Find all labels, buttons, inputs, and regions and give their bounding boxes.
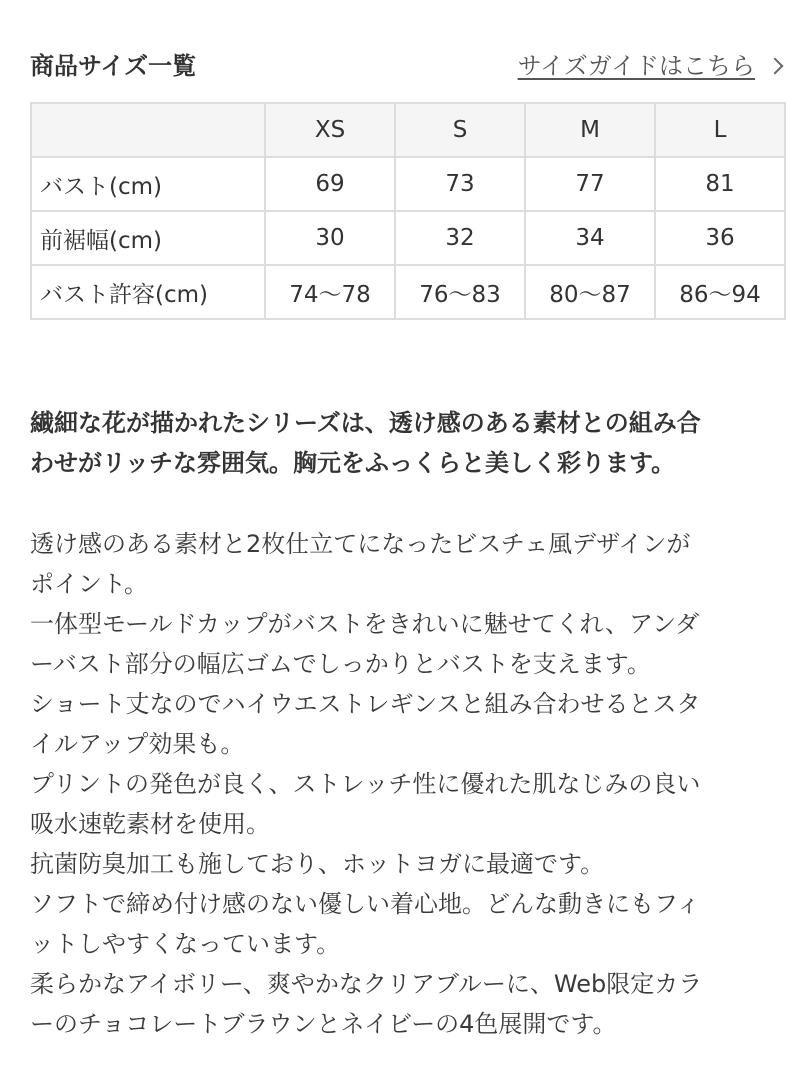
chevron-right-icon (767, 58, 784, 75)
table-header-cell: M (525, 103, 655, 157)
table-cell: 30 (265, 211, 395, 265)
table-cell: 32 (395, 211, 525, 265)
row-label: バスト許容(cm) (31, 265, 265, 319)
table-header-cell: XS (265, 103, 395, 157)
description-line: ーバスト部分の幅広ゴムでしっかりとバストを支えます。 (30, 650, 651, 678)
size-header (30, 50, 785, 86)
row-label: バスト(cm) (31, 157, 265, 211)
table-cell: 36 (655, 211, 785, 265)
description-line: ーのチョコレートブラウンとネイビーの4色展開です。 (30, 1010, 617, 1038)
table-cell: 74〜78 (265, 265, 395, 319)
table-cell: 34 (525, 211, 655, 265)
description-line: ットしやすくなっています。 (30, 930, 341, 958)
table-cell: 80〜87 (525, 265, 655, 319)
table-cell: 69 (265, 157, 395, 211)
description-line: 抗菌防臭加工も施しており、ホットヨガに最適です。 (30, 850, 605, 878)
description-line: 透け感のある素材と2枚仕立てになったビスチェ風デザインが (30, 530, 691, 558)
table-cell: 77 (525, 157, 655, 211)
description-line: イルアップ効果も。 (30, 730, 245, 758)
table-row (31, 265, 785, 319)
table-header-cell (31, 103, 265, 157)
description-line: 柔らかなアイボリー、爽やかなクリアブルーに、Web限定カラ (30, 970, 703, 998)
section-title: 商品サイズ一覧 (30, 52, 197, 80)
description-line: プリントの発色が良く、ストレッチ性に優れた肌なじみの良い (30, 770, 701, 798)
table-row (31, 157, 785, 211)
size-table (30, 102, 786, 320)
table-header-cell: L (655, 103, 785, 157)
size-guide-link-label[interactable]: サイズガイドはこちら (517, 52, 755, 80)
description-line: ポイント。 (30, 570, 148, 598)
table-header-row (31, 103, 785, 157)
table-header-cell: S (395, 103, 525, 157)
lead-text (30, 403, 790, 483)
description-line: 吸水速乾素材を使用。 (30, 810, 270, 838)
table-cell: 76〜83 (395, 265, 525, 319)
table-cell: 86〜94 (655, 265, 785, 319)
table-cell: 81 (655, 157, 785, 211)
size-guide-link[interactable] (518, 50, 785, 82)
lead-line: 繊細な花が描かれたシリーズは、透け感のある素材との組み合 (30, 409, 701, 437)
description-body (30, 524, 790, 1044)
row-label: 前裾幅(cm) (31, 211, 265, 265)
lead-line: わせがリッチな雰囲気。胸元をふっくらと美しく彩ります。 (30, 449, 676, 477)
description-line: ソフトで締め付け感のない優しい着心地。どんな動きにもフィ (30, 890, 701, 918)
table-row (31, 211, 785, 265)
description-line: 一体型モールドカップがバストをきれいに魅せてくれ、アンダ (30, 610, 700, 638)
table-cell: 73 (395, 157, 525, 211)
description-line: ショート丈なのでハイウエストレギンスと組み合わせるとスタ (30, 690, 701, 718)
